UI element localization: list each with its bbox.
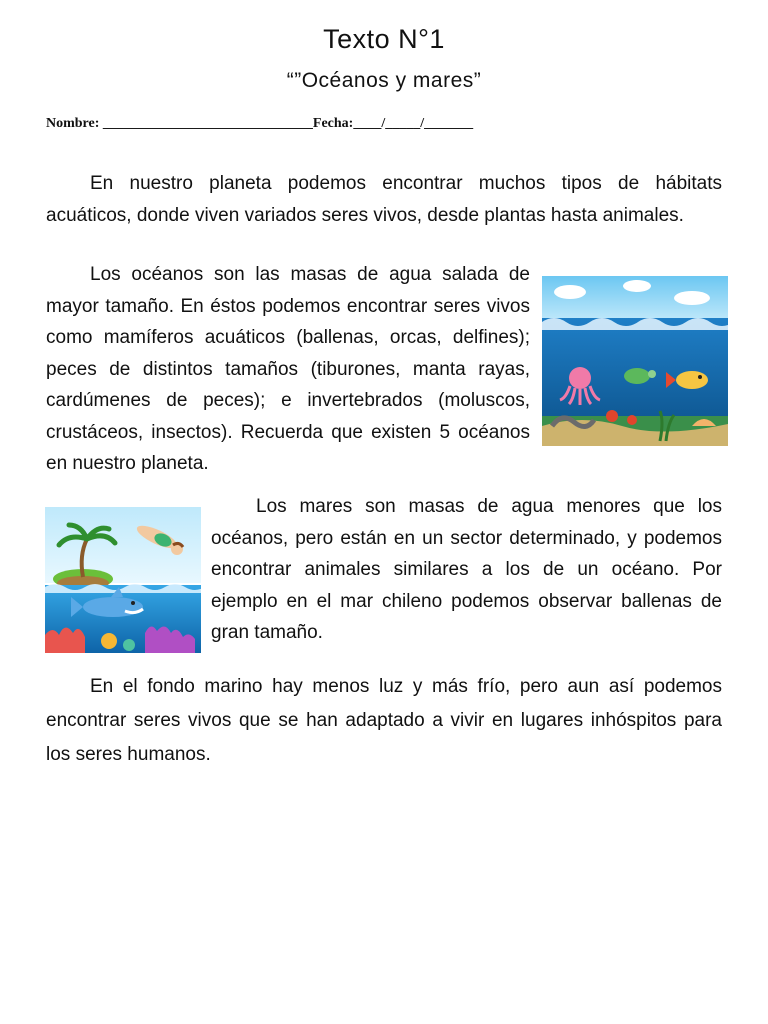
document-subtitle: “”Océanos y mares”: [286, 69, 482, 92]
name-date-line: Nombre: ______________________________Fecha:____/_____/_______: [46, 116, 474, 131]
paragraph-seas: Los mares son masas de agua menores que los océanos, pero están en un sector determinado, y podemos encontrar animales similares a los de un océano. Por ejemplo en el mar chileno podemos observar ballenas de gran tamaño.: [211, 496, 722, 643]
paragraph-oceans: Los océanos son las masas de agua salada de mayor tamaño. En éstos podemos encontrar seres vivos como mamíferos acuáticos (ballenas, orcas, delfines); peces de distintos tamaños (tiburones, manta rayas, cardúmenes de peces); e invertebrados (moluscos, crustáceos, insectos). Recuerda que existen 5 océanos en nuestro planeta.: [46, 264, 530, 474]
ocean-illustration: [542, 276, 728, 446]
paragraph-seabed: En el fondo marino hay menos luz y más frío, pero aun así podemos encontrar seres vivos que se han adaptado a vivir en lugares inhóspitos para los seres humanos.: [46, 676, 722, 765]
paragraph-intro: En nuestro planeta podemos encontrar muchos tipos de hábitats acuáticos, donde viven variados seres vivos, desde plantas hasta animales.: [46, 173, 722, 226]
sea-illustration: [45, 507, 201, 653]
document-title: Texto N°1: [323, 24, 445, 54]
